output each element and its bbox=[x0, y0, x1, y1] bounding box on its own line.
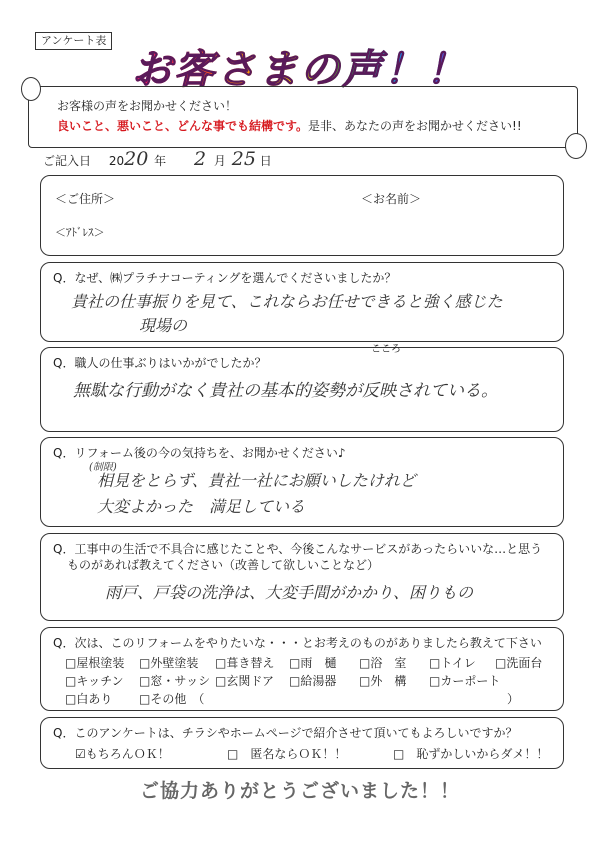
question-box-4 bbox=[40, 533, 564, 621]
thank-you-message: ご協力ありがとうございました！！ bbox=[139, 780, 460, 802]
address-label: ＜ご住所＞ bbox=[55, 192, 116, 206]
check-kitchen[interactable]: □キッチン bbox=[65, 674, 124, 688]
check-carport[interactable]: □カーポート bbox=[429, 674, 501, 688]
option-not-ok[interactable]: □ 恥ずかしいからダメ！！ bbox=[393, 747, 549, 761]
checklist-box bbox=[40, 627, 564, 711]
question-1-text: Q．なぜ、㈱プラチナコーティングを選んでくださいましたか？ bbox=[53, 271, 397, 285]
intro-banner bbox=[28, 86, 578, 148]
question-3-text: Q．リフォーム後の今の気持ちを、お聞かせください♪ bbox=[53, 446, 346, 460]
month-handwritten: 2 bbox=[193, 148, 207, 170]
question-2-text: Q．職人の仕事ぶりはいかがでしたか？ bbox=[53, 356, 267, 370]
answer-4-line-1: 雨戸、戸袋の洗浄は、大変手間がかかり、困りもの bbox=[105, 583, 474, 602]
answer-3-note: (制限) bbox=[89, 462, 117, 473]
form-type-tag: アンケート表 bbox=[35, 32, 112, 50]
answer-3-line-1: 相見をとらず、貴社一社にお願いしたけれど bbox=[97, 471, 416, 490]
customer-info-box bbox=[40, 175, 564, 256]
answer-1-line-2: 現場の bbox=[139, 316, 188, 335]
year-handwritten: 20 bbox=[124, 148, 149, 170]
question-box-3 bbox=[40, 437, 564, 527]
check-bathroom[interactable]: □浴 室 bbox=[359, 656, 407, 670]
year-prefix: 20 bbox=[108, 154, 125, 168]
scroll-curl-right bbox=[565, 133, 587, 159]
question-4-text-1: Q．工事中の生活で不具合に感じたことや、今後こんなサービスがあったらいいな…と思う bbox=[53, 542, 543, 556]
checklist-question: Q．次は、このリフォームをやりたいな・・・とお考えのものがありましたら教えて下さい bbox=[53, 636, 542, 650]
day-handwritten: 25 bbox=[231, 148, 256, 170]
check-entrance-door[interactable]: □玄関ドア bbox=[215, 674, 274, 688]
question-box-2 bbox=[40, 344, 564, 432]
name-label: ＜お名前＞ bbox=[361, 192, 422, 206]
option-anonymous-ok[interactable]: □ 匿名ならＯＫ！！ bbox=[227, 747, 347, 761]
answer-2-line-1: 無駄な行動がなく貴社の基本的姿勢が反映されている。 bbox=[73, 381, 498, 401]
check-other[interactable]: □その他 （ bbox=[139, 692, 205, 706]
intro-emphasis: 良いこと、悪いこと、どんな事でも結構です。 bbox=[57, 119, 309, 133]
check-gutter[interactable]: □雨 樋 bbox=[289, 656, 337, 670]
intro-rest: 是非、あなたの声をお聞かせください!! bbox=[308, 119, 522, 133]
check-toilet[interactable]: □トイレ bbox=[429, 656, 476, 670]
date-label: ご記入日 bbox=[43, 154, 92, 168]
check-roof-painting[interactable]: □屋根塗装 bbox=[65, 656, 125, 670]
check-termites[interactable]: □白あり bbox=[65, 692, 113, 706]
check-window-sash[interactable]: □窓・サッシ bbox=[139, 674, 211, 688]
intro-line-2 bbox=[57, 117, 522, 134]
answer-1-line-1: 貴社の仕事振りを見て、これならお任せできると強く感じた bbox=[71, 292, 503, 311]
permission-question: Q．このアンケートは、チラシやホームページで紹介させて頂いてもよろしいですか？ bbox=[53, 726, 518, 740]
answer-2-ruby: こころ bbox=[371, 344, 401, 355]
other-close-paren: ） bbox=[507, 692, 520, 706]
entry-date bbox=[43, 148, 272, 170]
question-4-text-2: ものがあれば教えてください（改善して欲しいことなど） bbox=[67, 558, 380, 572]
question-box-1 bbox=[40, 262, 564, 342]
check-reroofing[interactable]: □葺き替え bbox=[215, 656, 275, 670]
title-text: お客さまの声！！ bbox=[132, 47, 468, 93]
scroll-curl-left bbox=[21, 77, 41, 101]
check-wall-painting[interactable]: □外壁塗装 bbox=[139, 656, 199, 670]
option-ok[interactable]: ☑もちろんＯＫ！ bbox=[75, 747, 170, 761]
check-water-heater[interactable]: □給湯器 bbox=[289, 674, 337, 688]
intro-line-1: お客様の声をお聞かせください！ bbox=[57, 99, 238, 113]
check-washstand[interactable]: □洗面台 bbox=[495, 656, 543, 670]
day-unit: 日 bbox=[259, 154, 272, 168]
check-exterior[interactable]: □外 構 bbox=[359, 674, 407, 688]
answer-3-line-2: 大変よかった 満足している bbox=[97, 497, 306, 516]
month-unit: 月 bbox=[213, 154, 226, 168]
kana-label: ＜ｱﾄﾞﾚｽ＞ bbox=[55, 226, 105, 239]
year-unit: 年 bbox=[154, 154, 167, 168]
permission-box bbox=[40, 717, 564, 769]
